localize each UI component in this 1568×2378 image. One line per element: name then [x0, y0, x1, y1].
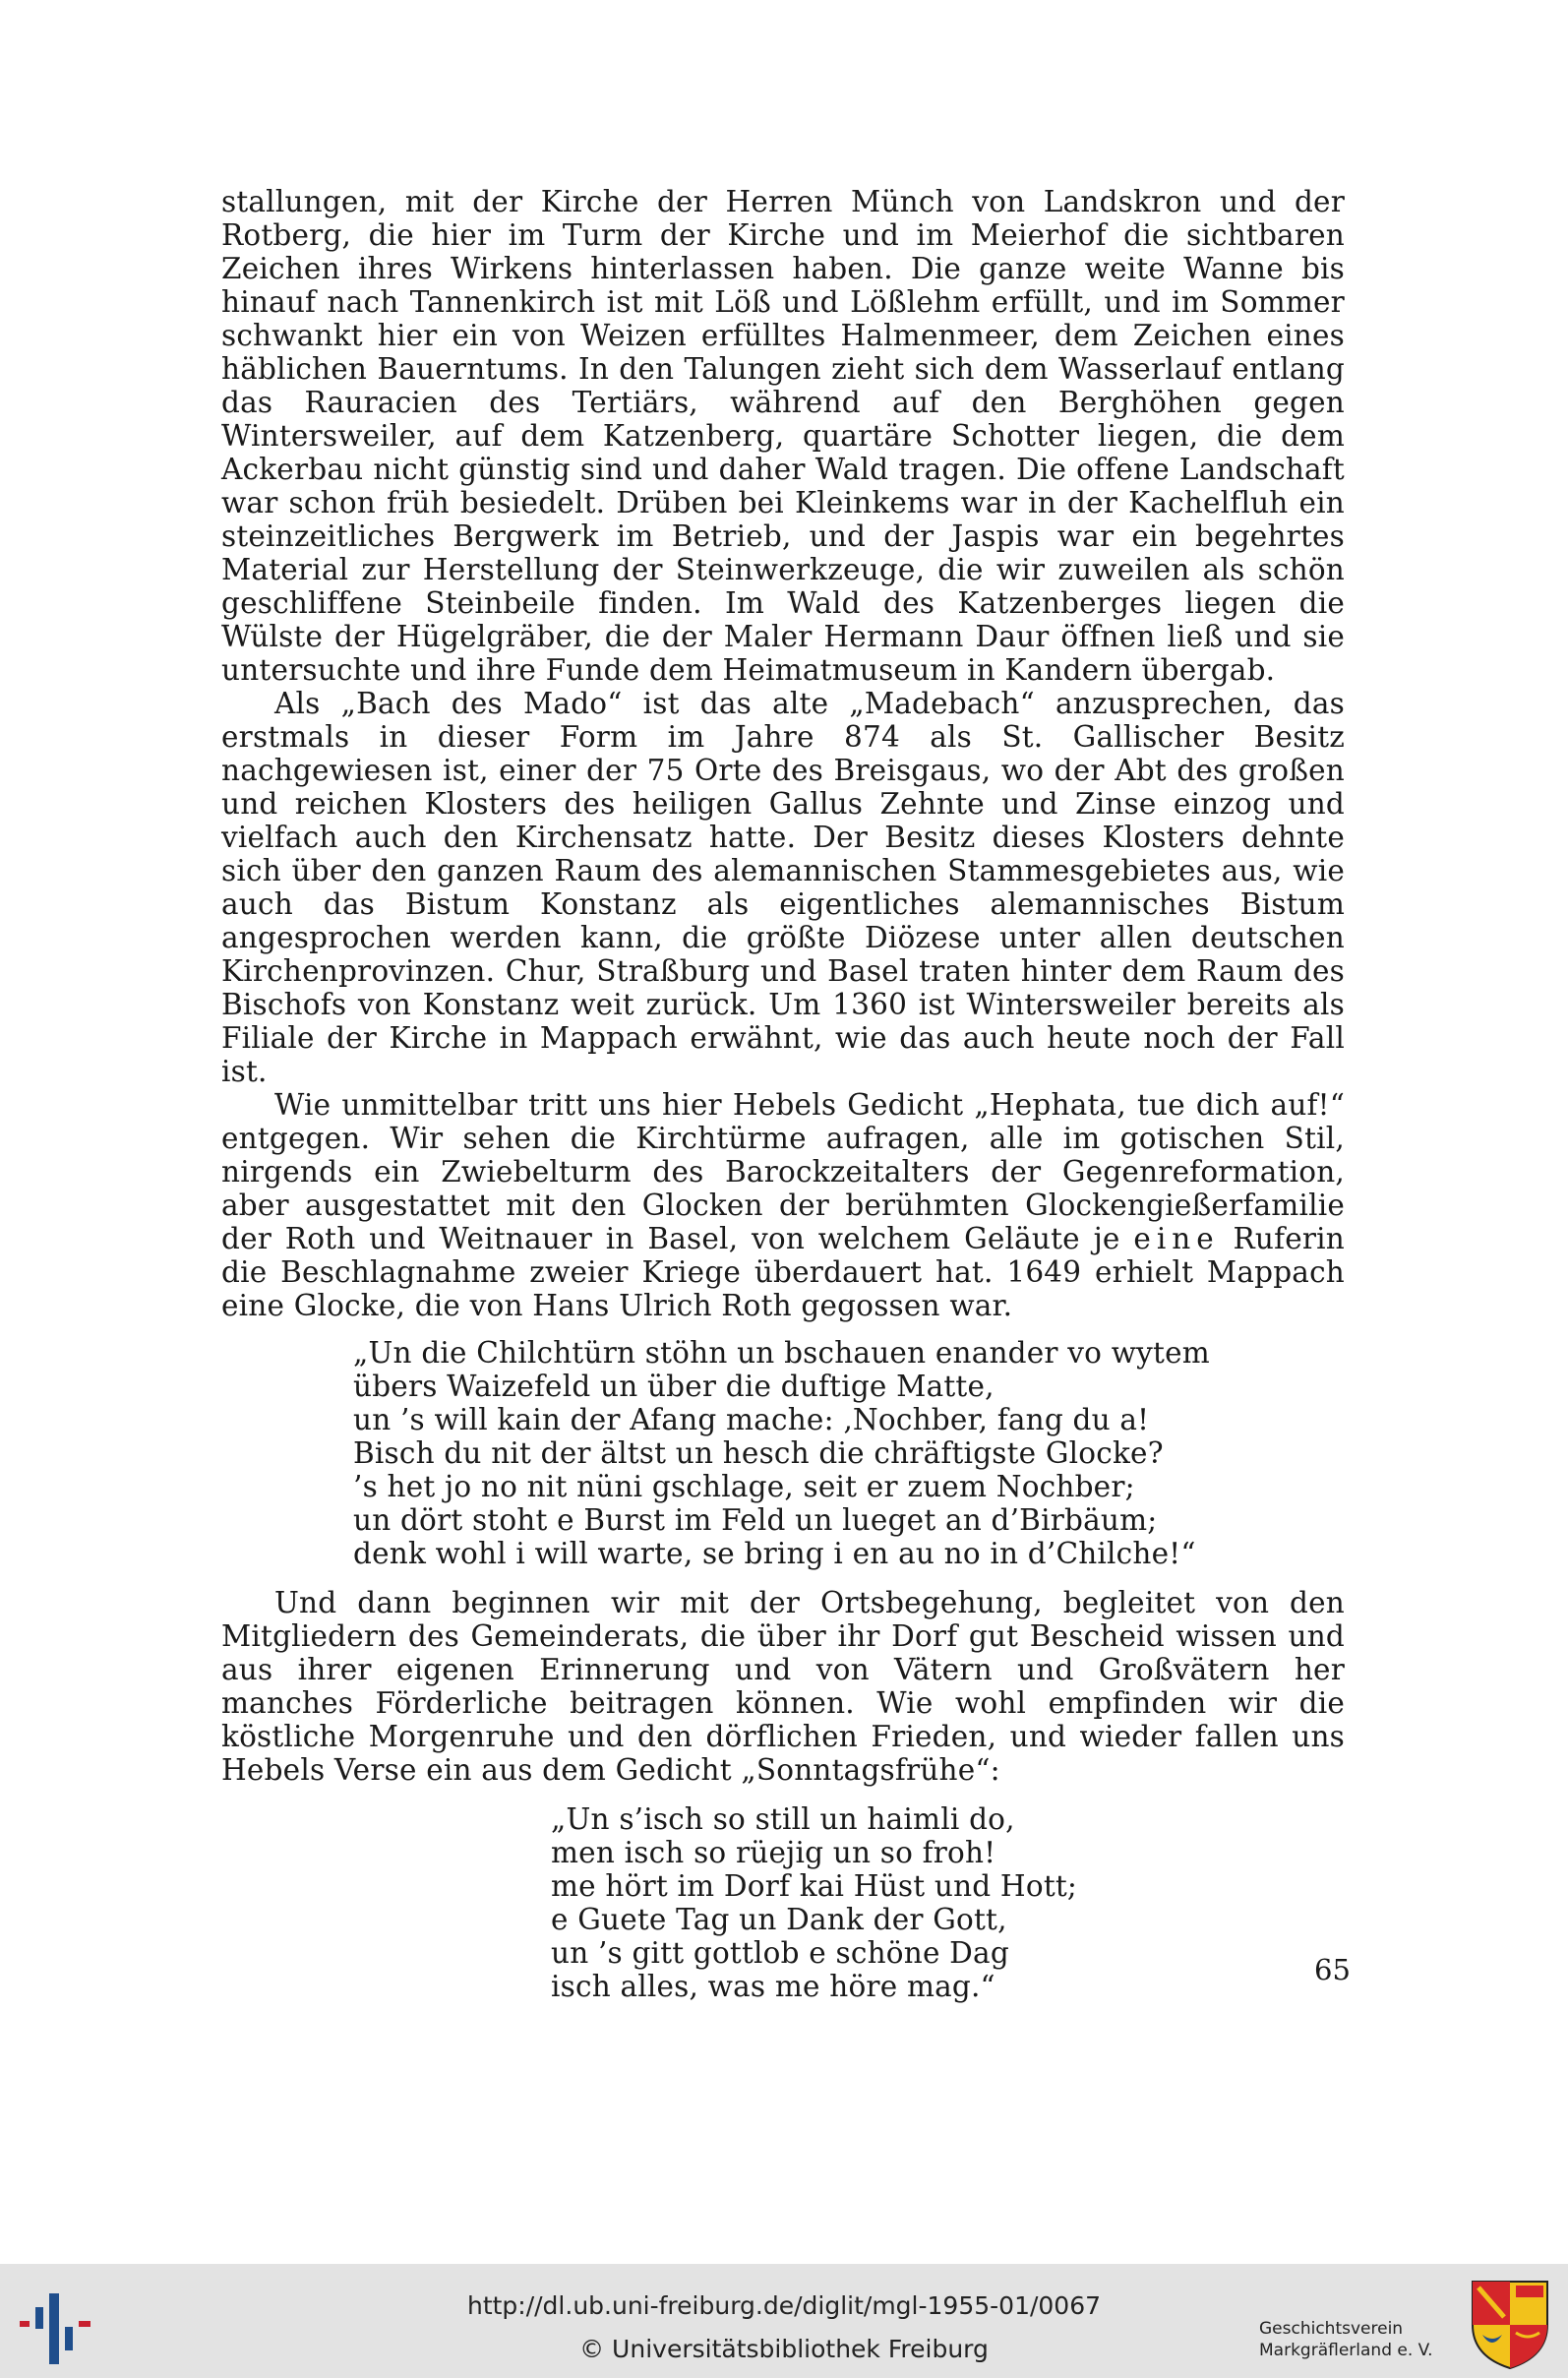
page-number: 65 [1314, 1953, 1351, 1986]
paragraph-3-part-2: Ruferin die Beschlagnahme zweier Kriege überdauert hat. 1649 erhielt Mappach eine Glocke, die von Hans Ulrich Roth gegossen war. [221, 1222, 1346, 1322]
page-body [221, 185, 1345, 2003]
paragraph-1: stallungen, mit der Kirche der Herren Münch von Landskron und der Rotberg, die hier im Turm der Kirche und im Meierhof die sichtbaren Zeichen ihres Wirkens hinterlassen haben. Die ganze weite Wanne bis hinauf nach Tannenkirch ist mit Löß und Lößlehm erfüllt, und im Sommer schwankt hier ein von Weizen erfülltes Halmenmeer, dem Zeichen eines häblichen Bauerntums. In den Talungen zieht sich dem Wasserlauf entlang das Rauracien des Tertiärs, während auf den Berghöhen gegen Wintersweiler, auf dem Katzenberg, quartäre Schotter liegen, die dem Ackerbau nicht günstig sind und daher Wald tragen. Die offene Landschaft war schon früh besiedelt. Drüben bei Kleinkems war in der Kachelfluh ein steinzeitliches Bergwerk im Betrieb, und der Jaspis war ein begehrtes Material zur Herstellung der Steinwerkzeuge, die wir zuweilen als schön geschliffene Steinbeile finden. Im Wald des Katzenberges liegen die Wülste der Hügelgräber, die der Maler Hermann Daur öffnen ließ und sie untersuchte und ihre Funde dem Heimatmuseum in Kandern übergab. [221, 185, 1345, 687]
organization-name [1259, 2318, 1456, 2361]
paragraph-2: Als „Bach des Mado“ ist das alte „Madebach“ anzusprechen, das erstmals in dieser Form im Jahre 874 als St. Gallischer Besitz nachgewiesen ist, einer der 75 Orte des Breisgaus, wo der Abt des großen und reichen Klosters des heiligen Gallus Zehnte und Zinse einzog und vielfach auch den Kirchensatz hatte. Der Besitz dieses Klosters dehnte sich über den ganzen Raum des alemannischen Stammesgebietes aus, wie auch das Bistum Konstanz als eigentliches alemannisches Bistum angesprochen werden kann, die größte Diözese unter allen deutschen Kirchenprovinzen. Chur, Straßburg und Basel traten hinter dem Raum des Bischofs von Konstanz weit zurück. Um 1360 ist Wintersweiler bereits als Filiale der Kirche in Mappach erwähnt, wie das auch heute noch der Fall ist. [221, 687, 1345, 1088]
verse-line: Bisch du nit der ältst un hesch die chräftigste Glocke? [353, 1436, 1164, 1470]
document-url-link[interactable]: http://dl.ub.uni-freiburg.de/diglit/mgl-1955-01/0067 [466, 2291, 1102, 2320]
copyright-text: © Universitätsbibliothek Freiburg [579, 2335, 989, 2363]
verse-line: me hört im Dorf kai Hüst und Hott; [551, 1869, 1078, 1903]
organization-line-2: Markgräflerland e. V. [1259, 2341, 1433, 2360]
verse-line: e Guete Tag un Dank der Gott, [551, 1903, 1007, 1936]
coat-of-arms-icon[interactable] [1469, 2278, 1551, 2370]
paragraph-3 [221, 1088, 1345, 1322]
verse-line: übers Waizefeld un über die duftige Matte, [353, 1370, 995, 1403]
verse-line: ’s het jo no nit nüni gschlage, seit er zuem Nochber; [353, 1470, 1135, 1503]
organization-line-1: Geschichtsverein [1259, 2319, 1404, 2339]
paragraph-4: Und dann beginnen wir mit der Ortsbegehung, begleitet von den Mitgliedern des Gemeinderats, die über ihr Dorf gut Bescheid wissen und aus ihrer eigenen Erinnerung und von Vätern und Großvätern her manches Förderliche beitragen können. Wie wohl empfinden wir die köstliche Morgenruhe und den dörflichen Frieden, und wieder fallen uns Hebels Verse ein aus dem Gedicht „Sonntagsfrühe“: [221, 1586, 1345, 1787]
verse-line: isch alles, was me höre mag.“ [551, 1970, 995, 2003]
verse-line: un ’s will kain der Afang mache: ‚Nochber, fang du a! [353, 1403, 1150, 1436]
emphasis-spaced-word: eine [1133, 1222, 1220, 1255]
poem-hephata [353, 1336, 1345, 1570]
poem-sonntagsfruehe [551, 1802, 1345, 2003]
verse-line: denk wohl i will warte, se bring i en au no in d’Chilche!“ [353, 1537, 1196, 1570]
verse-line: „Un s’isch so still un haimli do, [551, 1802, 1015, 1836]
verse-line: un dört stoht e Burst im Feld un lueget an d’Birbäum; [353, 1503, 1158, 1537]
verse-line: men isch so rüejig un so froh! [551, 1836, 996, 1869]
viewer-footer [0, 2264, 1568, 2378]
verse-line: un ’s gitt gottlob e schöne Dag [551, 1936, 1009, 1970]
paragraph-3-part-1: Wie unmittelbar tritt uns hier Hebels Gedicht „Hephata, tue dich auf!“ entgegen. Wir sehen die Kirchtürme aufragen, alle im gotischen Stil, nirgends ein Zwiebelturm des Barockzeitalters der Gegenreformation, aber ausgestattet mit den Glocken der berühmten Glockengießerfamilie der Roth und Weitnauer in Basel, von welchem Geläute je [221, 1088, 1345, 1255]
verse-line: „Un die Chilchtürn stöhn un bschauen enander vo wytem [353, 1336, 1210, 1370]
